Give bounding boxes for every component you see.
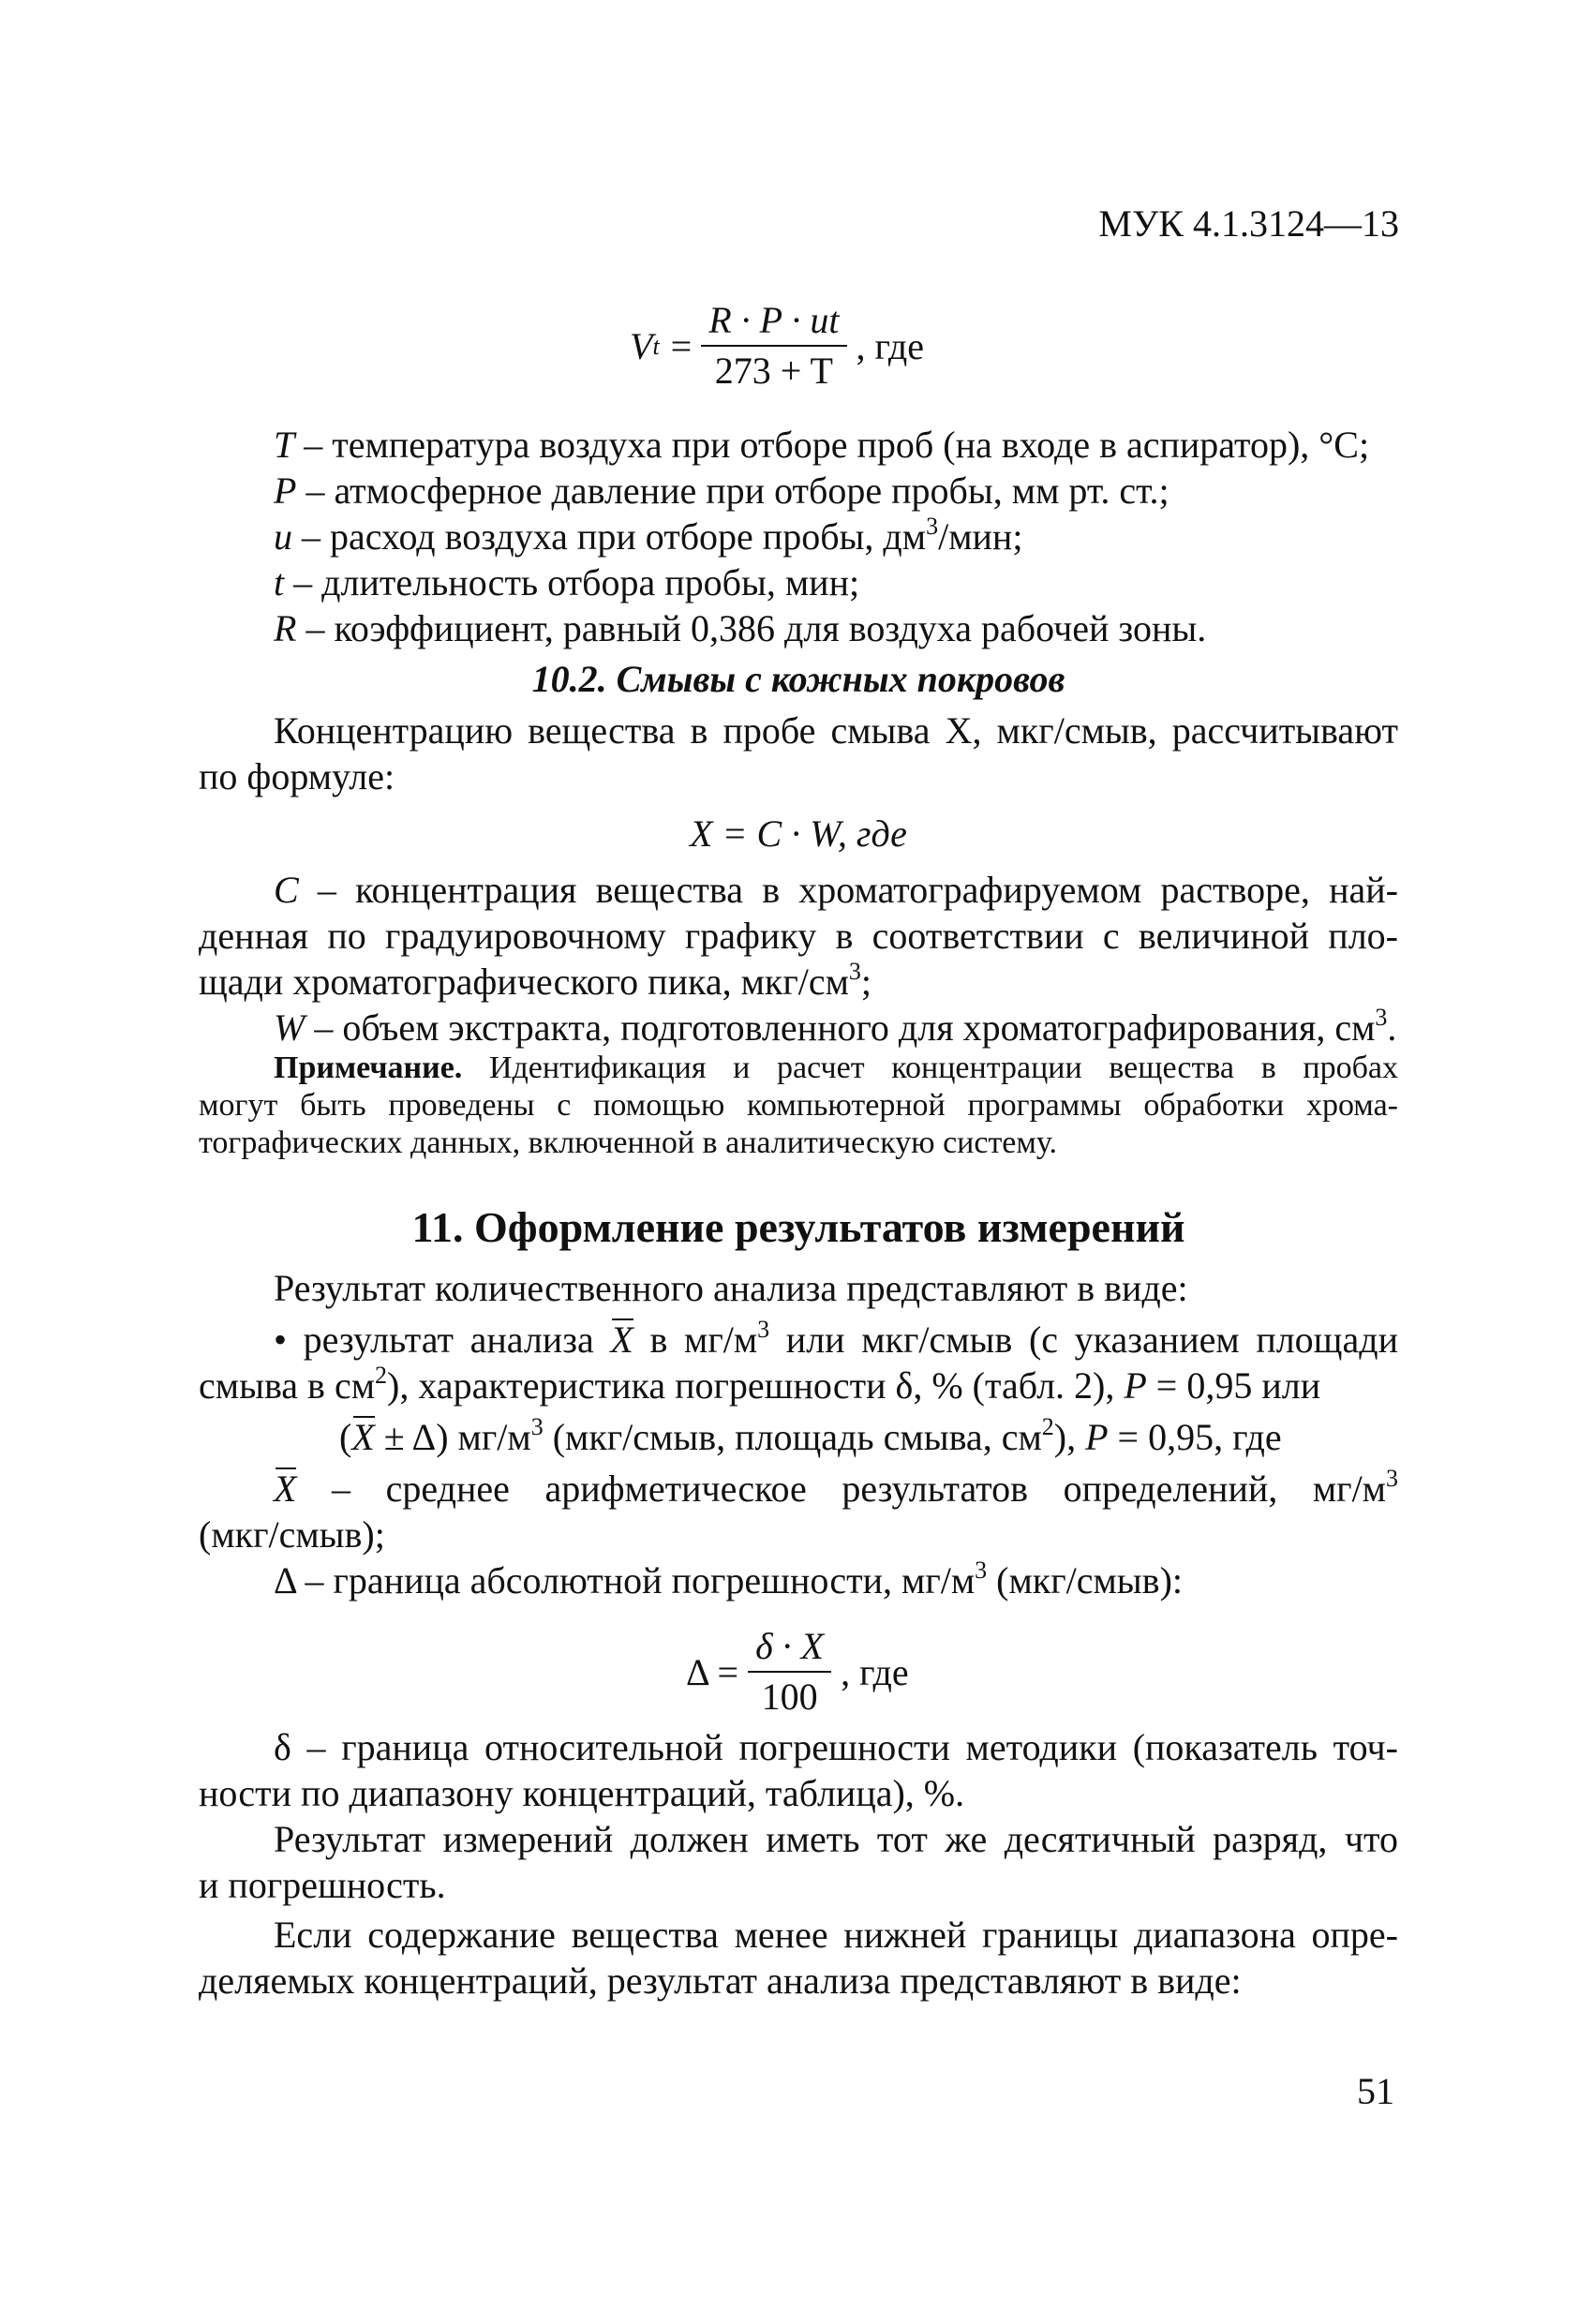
symbol-W: W [274,1006,305,1049]
bullet-line-1 [199,1317,1398,1363]
alt-text: ), [1053,1416,1086,1458]
formula-vt-denominator: 273 + T [714,350,833,392]
symbol-u: u [274,515,292,558]
def-c-line-1 [199,867,1398,913]
formula-delta-denominator: 100 [761,1676,818,1718]
mean-def-line-1 [199,1466,1398,1512]
bullet-text: ), характеристика погрешности δ, % (табл. 2), [387,1364,1125,1407]
note-line-2: могут быть проведены с помощью компьютерной программы обработки хрома- [199,1088,1398,1123]
definition-text: – расход воздуха при отборе пробы, дм [292,515,927,558]
delta-def-line [199,1557,1398,1603]
document-code: МУК 4.1.3124—13 [1098,202,1399,245]
bullet-text: • результат анализа [274,1318,611,1361]
definition-text: ; [860,961,872,1003]
definition-t-lower [274,559,1398,605]
delta-text: (мкг/смыв): [987,1559,1184,1601]
definition-u [274,514,1398,559]
definition-text: – атмосферное давление при отборе пробы, мм рт. ст.; [296,469,1169,512]
definition-text: – объем экстракта, подготовленного для хроматографирования, см [305,1006,1376,1049]
rel-error-line-2: ности по диапазону концентраций, таблица), %. [199,1772,965,1814]
page-number: 51 [1357,2070,1394,2112]
definition-text: – концентрация вещества в хроматографируемом растворе, най- [298,869,1398,911]
symbol-P: P [1085,1416,1109,1458]
symbol-P: P [1124,1364,1147,1407]
section-10-2-title: 10.2. Смывы с кожных покровов [531,658,1065,700]
definition-text: . [1387,1006,1397,1049]
formula-delta-numerator: δ · X [748,1626,831,1673]
symbol-x-mean: X [610,1318,633,1361]
symbol-x-mean: X [351,1416,375,1458]
section-11-tail [199,1724,1398,2004]
note-block [199,1050,1398,1162]
alt-text: = 0,95, где [1108,1416,1282,1458]
superscript: 3 [1375,1004,1388,1031]
def-c-line-3 [199,959,1398,1005]
superscript: 3 [926,513,939,540]
superscript: 3 [975,1557,988,1584]
symbol-T: T [274,424,295,466]
mean-def-line-2: (мкг/смыв); [199,1513,385,1556]
note-line-1 [199,1050,1398,1087]
bullet-line-2 [199,1363,1398,1408]
symbol-C: C [274,869,299,911]
result-line-1: Результат измерений должен иметь тот же десятичный разряд, что [274,1818,1398,1860]
definition-text: щади хроматографического пика, мкг/см [199,961,849,1003]
definition-r [274,605,1398,651]
definition-text: /мин; [938,515,1023,558]
symbol-x-mean: X [274,1467,297,1510]
formula-delta-fraction [748,1626,831,1718]
note-label: Примечание. [274,1050,463,1085]
bullet-text: смыва в см [199,1364,376,1407]
lower-bound-line-1: Если содержание вещества менее нижней границы диапазона опре- [274,1914,1398,1956]
bullet-text: = 0,95 или [1146,1364,1321,1407]
result-line-2: и погрешность. [199,1864,446,1906]
formula-vt-numerator: R · P · ut [701,300,846,347]
symbol-R: R [274,607,297,649]
formula-vt-fraction [701,300,846,392]
section-10-2-intro [199,708,1398,799]
definition-p [274,468,1398,514]
formula-vt-equals: = [670,324,693,367]
symbol-t: t [274,561,285,603]
definition-t-upper [274,422,1398,468]
formula-delta [686,1626,909,1718]
formula-vt-lhs-sub: t [652,332,660,360]
bullet-text: в мг/м [633,1318,758,1361]
delta-text: Δ – граница абсолютной погрешности, мг/м [274,1559,976,1601]
note-line-3: тографических данных, включенной в аналитическую систему. [199,1125,1058,1160]
section-11-intro: Результат количественного анализа представляют в виде: [274,1267,1188,1309]
formula-vt-suffix: , где [856,324,925,367]
mean-text: – среднее арифметическое результатов определений, мг/м [296,1467,1386,1510]
section-11-title: 11. Оформление результатов измерений [411,1203,1185,1251]
alt-text: ± Δ) мг/м [374,1416,531,1458]
alt-text: ( [339,1416,352,1458]
superscript: 3 [848,958,861,985]
formula-delta-suffix: , где [841,1650,909,1693]
symbol-P: P [274,469,297,512]
superscript: 3 [1386,1465,1398,1492]
definition-text: – температура воздуха при отборе проб (на входе в аспиратор), °С; [294,424,1370,466]
alt-text: (мкг/смыв, площадь смыва, см [543,1416,1042,1458]
definitions-list [274,422,1398,651]
formula-vt [630,300,924,392]
superscript: 3 [757,1316,770,1343]
superscript: 3 [530,1413,544,1440]
formula-x-text: X = C · W, где [690,812,907,855]
definition-text: – коэффициент, равный 0,386 для воздуха рабочей зоны. [296,607,1207,649]
lower-bound-line-2: деляемых концентраций, результат анализа представляют в виде: [199,1959,1242,2002]
definition-c [199,867,1398,1050]
formula-vt-lhs: V [630,324,653,367]
rel-error-line-1: δ – граница относительной погрешности методики (показатель точ- [274,1726,1398,1768]
def-w-line [199,1005,1398,1050]
definition-text: – длительность отбора пробы, мин; [284,561,860,603]
intro-line-1: Концентрацию вещества в пробе смыва X, мкг/смыв, рассчитывают [274,709,1398,752]
superscript: 2 [1041,1413,1054,1440]
formula-delta-lhs: Δ = [686,1650,739,1693]
section-11-body [199,1265,1398,1603]
note-text: Идентификация и расчет концентрации вещества в пробах [462,1050,1398,1085]
intro-line-2: по формуле: [199,755,395,797]
formula-x [199,811,1398,857]
superscript: 2 [375,1362,388,1389]
bullet-text: или мкг/смыв (с указанием площади [769,1318,1398,1361]
alt-form-line [199,1414,1398,1460]
def-c-line-2: денная по градуировочному графику в соответствии с величиной пло- [199,915,1398,957]
